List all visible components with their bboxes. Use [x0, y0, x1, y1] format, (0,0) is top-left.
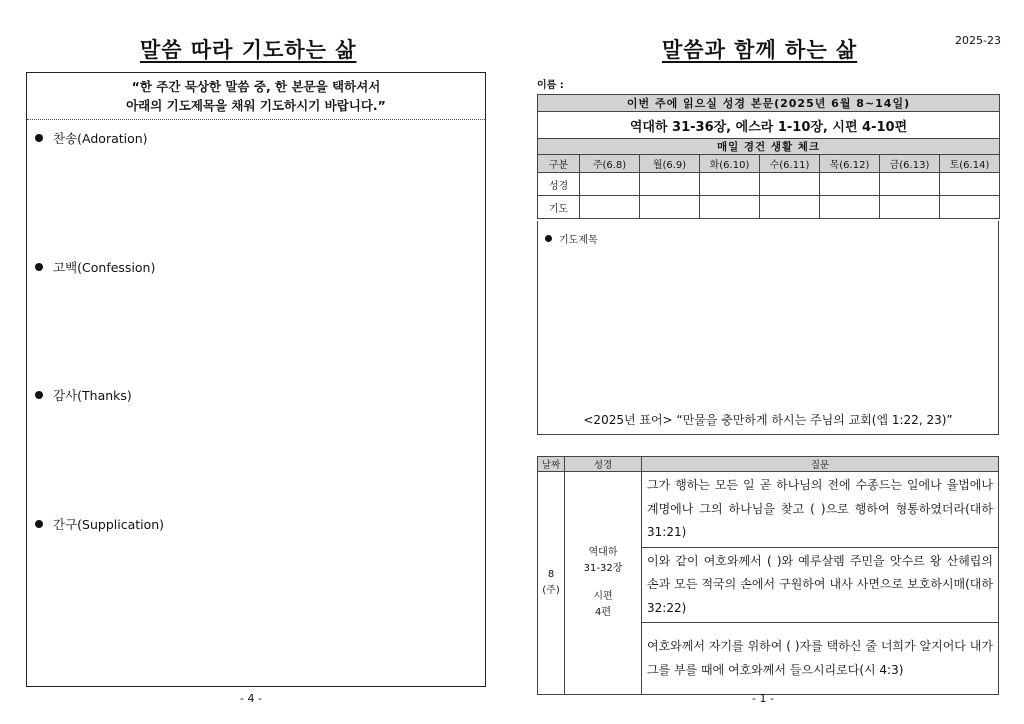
section-label: 감사(Thanks): [53, 388, 132, 403]
prayer-guide-header-line1: “한 주간 묵상한 말씀 중, 한 본문을 택하셔서: [131, 79, 381, 94]
question-table: [537, 456, 999, 695]
bible-check-row: [538, 173, 1000, 196]
check-cell[interactable]: [880, 173, 940, 196]
date-weekday: (주): [542, 585, 560, 596]
row-label: 기도: [538, 196, 580, 219]
prayer-requests-box: [537, 221, 999, 435]
section-label: 고백(Confession): [53, 260, 156, 275]
bible-cell: [565, 472, 642, 695]
prayer-check-row: [538, 196, 1000, 219]
bible-chapters: 31-32장: [583, 563, 623, 574]
section-supplication: [35, 515, 164, 533]
day-header: 화(6.10): [700, 155, 760, 173]
bullet-icon: [545, 235, 552, 242]
section-label: 간구(Supplication): [53, 517, 165, 532]
check-cell[interactable]: [640, 173, 700, 196]
bullet-icon: [35, 520, 43, 528]
check-cell[interactable]: [760, 196, 820, 219]
bible-chapters: 4편: [594, 607, 612, 618]
day-header: 월(6.9): [640, 155, 700, 173]
prayer-guide-header-line2: 아래의 기도제목을 채워 기도하시기 바랍니다.”: [126, 98, 386, 113]
check-cell[interactable]: [640, 196, 700, 219]
name-label: 이름 :: [537, 80, 564, 91]
reading-passages: 역대하 31-36장, 에스라 1-10장, 시편 4-10편: [538, 112, 1000, 139]
prayer-guide-header: [27, 73, 485, 120]
section-confession: [35, 258, 155, 276]
check-cell[interactable]: [820, 173, 880, 196]
day-header: 수(6.11): [760, 155, 820, 173]
prayer-guide-box: [26, 72, 486, 687]
check-cell[interactable]: [880, 196, 940, 219]
question-cell: 여호와께서 자기를 위하여 ( )자를 택하신 줄 너희가 알지어다 내가 그를 부를 때에 여호와께서 들으시리로다(시 4:3): [642, 623, 999, 695]
bible-book: 시편: [593, 591, 613, 602]
question-cell: 그가 행하는 모든 일 곧 하나님의 전에 수종드는 일에나 율법에나 계명에나 그의 하나님을 찾고 ( )으로 행하여 형통하였더라(대하 31:21): [642, 472, 999, 548]
right-page-number: - 1 -: [752, 692, 774, 705]
row-label: 성경: [538, 173, 580, 196]
reading-header: 이번 주에 읽으실 성경 본문(2025년 6월 8~14일): [538, 95, 1000, 112]
bible-column-header: 성경: [565, 457, 642, 472]
prayer-requests-label: [545, 231, 598, 246]
reading-check-table: [537, 94, 1000, 219]
check-cell[interactable]: [580, 196, 640, 219]
daily-check-title: 매일 경건 생활 체크: [538, 139, 1000, 155]
bullet-icon: [35, 263, 43, 271]
date-day: 8: [547, 569, 555, 580]
check-cell[interactable]: [700, 173, 760, 196]
yearly-motto: <2025년 표어> “만물을 충만하게 하시는 주님의 교회(엡 1:22, 23)”: [583, 413, 953, 427]
prayer-requests-text: 기도제목: [559, 235, 598, 246]
check-cell[interactable]: [940, 196, 1000, 219]
date-column-header: 날짜: [538, 457, 565, 472]
day-header: 토(6.14): [940, 155, 1000, 173]
check-cell[interactable]: [580, 173, 640, 196]
document-code: 2025-23: [955, 34, 1001, 47]
section-label: 찬송(Adoration): [53, 131, 148, 146]
check-cell[interactable]: [760, 173, 820, 196]
question-cell: 이와 같이 여호와께서 ( )와 예루살렘 주민을 앗수르 왕 산헤립의 손과 모든 적국의 손에서 구원하여 내사 사면으로 보호하시매(대하 32:22): [642, 547, 999, 623]
day-header: 목(6.12): [820, 155, 880, 173]
day-header: 금(6.13): [880, 155, 940, 173]
check-cell[interactable]: [700, 196, 760, 219]
day-header: 주(6.8): [580, 155, 640, 173]
bullet-icon: [35, 134, 43, 142]
right-page-title: 말씀과 함께 하는 삶: [662, 38, 858, 62]
check-cell[interactable]: [940, 173, 1000, 196]
bullet-icon: [35, 391, 43, 399]
section-adoration: [35, 129, 148, 147]
check-cell[interactable]: [820, 196, 880, 219]
left-page-number: - 4 -: [240, 692, 262, 705]
date-cell: [538, 472, 565, 695]
section-thanks: [35, 386, 132, 404]
check-corner-label: 구분: [538, 155, 580, 173]
bible-book: 역대하: [588, 547, 618, 558]
question-column-header: 질문: [642, 457, 999, 472]
left-page-title: 말씀 따라 기도하는 삶: [140, 38, 357, 62]
